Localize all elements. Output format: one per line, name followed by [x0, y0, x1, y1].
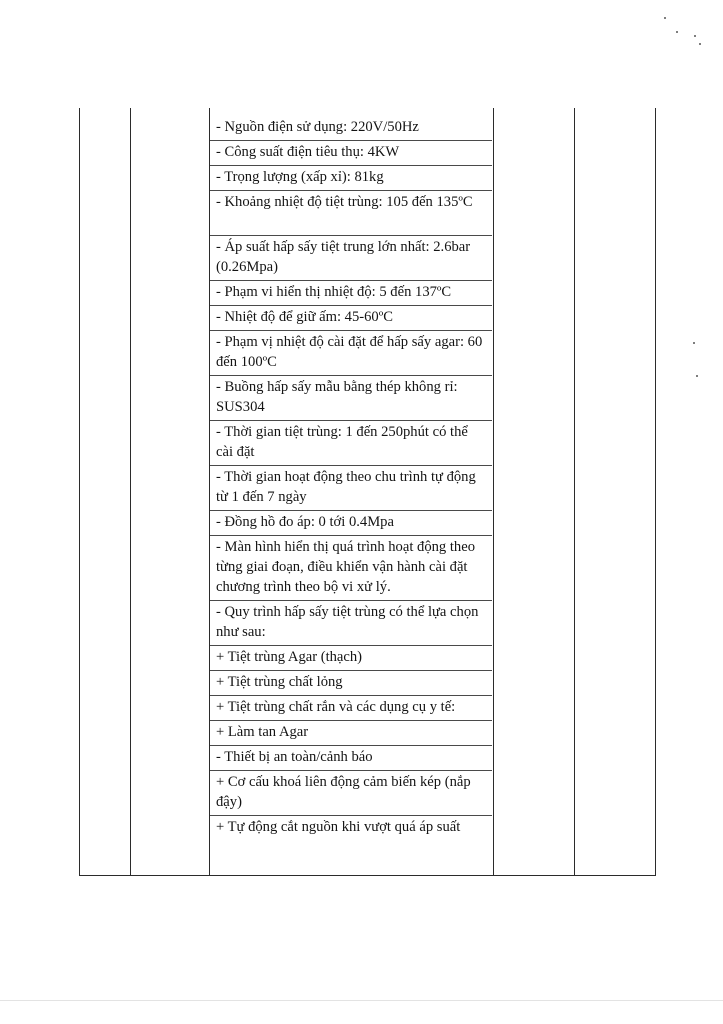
table-column-divider: [130, 108, 131, 876]
spec-item: + Tiệt trùng chất lỏng: [210, 671, 492, 696]
table-border-left: [79, 108, 80, 876]
spec-item: - Màn hình hiển thị quá trình hoạt động theo từng giai đoạn, điều khiển vận hành cài đặt chương trình theo bộ vi xử lý.: [210, 536, 492, 601]
spec-item: - Trọng lượng (xấp xỉ): 81kg: [210, 166, 492, 191]
table-border-bottom: [79, 875, 656, 876]
spec-item: - Khoảng nhiệt độ tiệt trùng: 105 đến 135ºC: [210, 191, 492, 236]
table-column-divider: [493, 108, 494, 876]
spec-item: - Nhiệt độ để giữ ấm: 45-60ºC: [210, 306, 492, 331]
spec-cell: [216, 116, 488, 840]
spec-item: - Thời gian tiệt trùng: 1 đến 250phút có thể cài đặt: [210, 421, 492, 466]
spec-item: + Cơ cấu khoá liên động cảm biến kép (nắp đậy): [210, 771, 492, 816]
spec-item: - Áp suất hấp sấy tiệt trung lớn nhất: 2.6bar (0.26Mpa): [210, 236, 492, 281]
spec-item: + Tự động cắt nguồn khi vượt quá áp suất: [216, 819, 461, 835]
spec-item: - Phạm vi hiển thị nhiệt độ: 5 đến 137ºC: [210, 281, 492, 306]
table-border-right: [655, 108, 656, 876]
spec-item: - Quy trình hấp sấy tiệt trùng có thể lựa chọn như sau:: [210, 601, 492, 646]
scan-speck: [664, 17, 666, 19]
scan-speck: [699, 43, 701, 45]
table-column-divider: [574, 108, 575, 876]
spec-item: - Đồng hồ đo áp: 0 tới 0.4Mpa: [210, 511, 492, 536]
spec-item: + Làm tan Agar: [210, 721, 492, 746]
scan-speck: [694, 35, 696, 37]
spec-item: - Công suất điện tiêu thụ: 4KW: [210, 141, 492, 166]
scan-artifact-line: [0, 1000, 723, 1001]
scan-speck: [696, 375, 698, 377]
spec-item: - Nguồn điện sử dụng: 220V/50Hz: [210, 116, 492, 141]
scan-speck: [676, 31, 678, 33]
spec-item: - Thiết bị an toàn/cảnh báo: [210, 746, 492, 771]
spec-item: - Buồng hấp sấy mẫu bằng thép không rỉ: SUS304: [210, 376, 492, 421]
spec-item: - Phạm vị nhiệt độ cài đặt để hấp sấy agar: 60 đến 100ºC: [210, 331, 492, 376]
spec-item: + Tiệt trùng chất rắn và các dụng cụ y tế:: [210, 696, 492, 721]
spec-item: - Thời gian hoạt động theo chu trình tự động từ 1 đến 7 ngày: [210, 466, 492, 511]
scan-speck: [693, 342, 695, 344]
spec-item: + Tiệt trùng Agar (thạch): [210, 646, 492, 671]
